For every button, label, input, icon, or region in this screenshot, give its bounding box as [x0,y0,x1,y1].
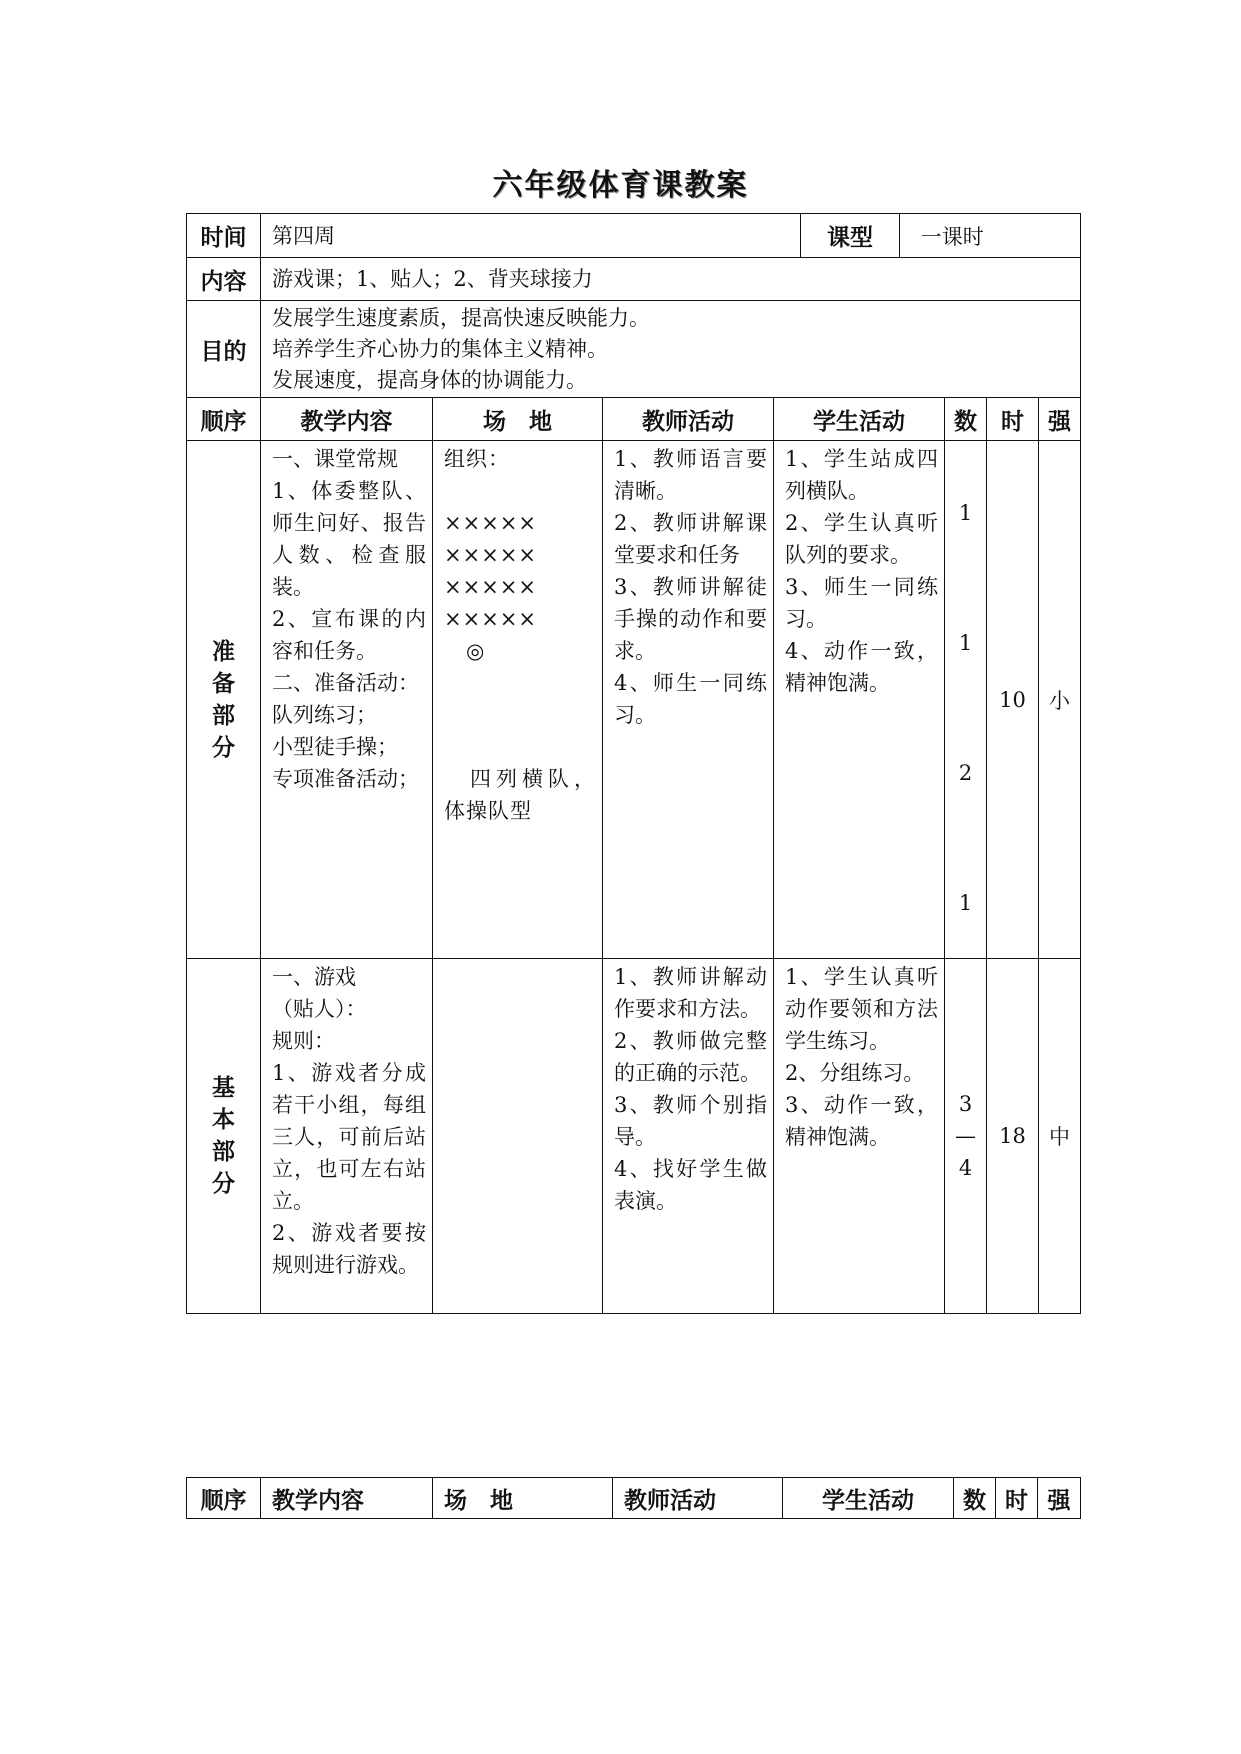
page-title: 六年级体育课教案 [492,168,749,203]
section-time: 18 [987,959,1039,1314]
col-intensity: 强 [1038,1478,1081,1519]
goal-row [187,301,1081,398]
column-header-row [187,398,1081,441]
section-content: 一、课堂常规 1、体委整队、师生问好、报告人数、检查服装。 2、宣布课的内容和任务。 二、准备活动： 队列练习； 小型徒手操； 专项准备活动； [261,441,433,959]
col-venue: 场 地 [433,398,603,441]
count-value: 1 [958,631,973,655]
type-label: 课型 [801,214,900,257]
section-name: 准 备 部 分 [187,441,261,959]
col-student-activity: 学生活动 [774,398,945,441]
section-intensity: 小 [1039,441,1081,959]
col-student-activity: 学生活动 [783,1478,954,1519]
section-student-activity: 1、学生站成四列横队。 2、学生认真听队列的要求。 3、师生一同练习。 4、动作一致，精神饱满。 [774,441,945,959]
goal-list [261,301,1081,398]
section-count: 3 — 4 [945,959,987,1314]
col-count: 数 [954,1478,996,1519]
col-venue: 场 地 [433,1478,613,1519]
section-teacher-activity: 1、教师语言要清晰。 2、教师讲解课堂要求和任务 3、教师讲解徒手操的动作和要求。 4、师生一同练习。 [603,441,774,959]
continuation-header-table [186,1477,1081,1519]
col-order: 顺序 [187,398,261,441]
col-teacher-activity: 教师活动 [613,1478,783,1519]
section-intensity: 中 [1039,959,1081,1314]
time-value: 第四周 [261,214,801,257]
goal-label: 目的 [187,301,261,398]
content-label: 内容 [187,258,261,301]
section-teacher-activity: 1、教师讲解动作要求和方法。 2、教师做完整的正确的示范。 3、教师个别指导。 4、找好学生做表演。 [603,959,774,1314]
section-name: 基 本 部 分 [187,959,261,1314]
col-time: 时 [987,398,1039,441]
section-venue [433,959,603,1314]
section-student-activity: 1、学生认真听动作要领和方法学生练习。 2、分组练习。 3、动作一致，精神饱满。 [774,959,945,1314]
count-value: 1 [958,501,973,525]
section-time: 10 [987,441,1039,959]
section-row-basic [187,959,1081,1314]
time-label: 时间 [187,214,261,258]
section-content: 一、游戏 （贴人）： 规则： 1、游戏者分成若干小组，每组三人，可前后站立，也可左右站立。 2、游戏者要按规则进行游戏。 [261,959,433,1314]
col-teaching-content: 教学内容 [261,398,433,441]
col-teacher-activity: 教师活动 [603,398,774,441]
section-venue: 组织： ××××× ××××× ××××× ××××× ◎ 四列横队，体操队型 [433,441,603,959]
col-time: 时 [996,1478,1038,1519]
section-counts [945,441,987,959]
count-value: 1 [958,891,973,915]
type-value: 一课时 [945,214,1081,258]
section-row-preparation [187,441,1081,959]
time-row [187,214,1081,258]
lesson-plan-table [186,213,1081,1314]
goal-item: 发展速度，提高身体的协调能力。 [272,367,587,392]
col-teaching-content: 教学内容 [261,1478,433,1519]
content-row [187,258,1081,301]
content-value: 游戏课；1、贴人；2、背夹球接力 [261,258,1081,301]
count-value: 2 [958,761,973,785]
continuation-header-row [187,1478,1081,1519]
col-intensity: 强 [1039,398,1081,441]
col-count: 数 [945,398,987,441]
col-order: 顺序 [187,1478,261,1519]
goal-item: 发展学生速度素质，提高快速反映能力。 [272,305,650,330]
goal-item: 培养学生齐心协力的集体主义精神。 [272,336,608,361]
